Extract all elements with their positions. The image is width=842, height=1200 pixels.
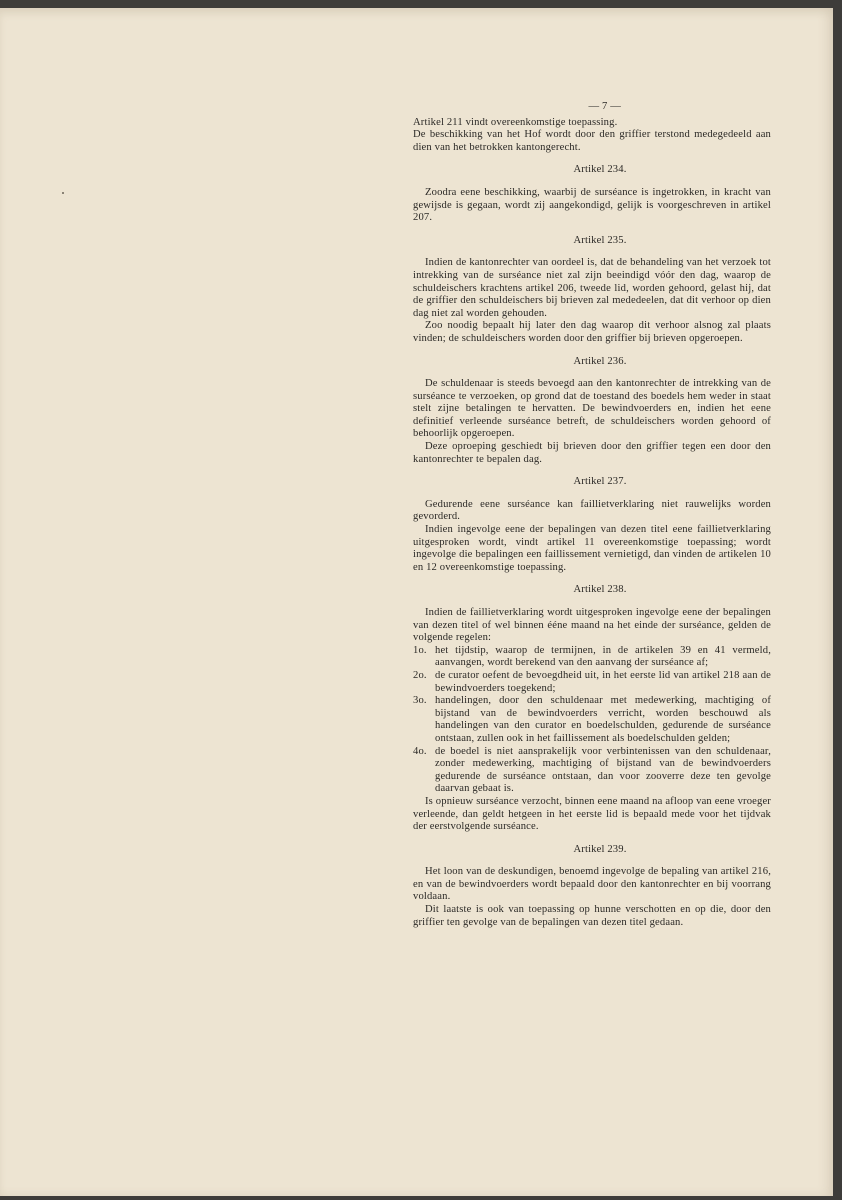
list-item — [413, 645, 771, 670]
paragraph: Zoodra eene beschikking, waarbij de surséance is ingetrokken, in kracht van gewijsde is gegaan, wordt zij aangekondigd, gelijk is voorgeschreven in artikel 207. — [413, 186, 771, 224]
list-item-text: handelingen, door den schuldenaar met medewerking, machtiging of bijstand van de bewindvoerders verricht, worden beschouwd als handelingen van den curator en boedelschulden, gedurende de surséance ontstaan, zullen ook in het faillissement als boedelschulden gelden; — [435, 695, 771, 744]
list-item-number: 3o. — [413, 695, 427, 707]
paragraph: De schuldenaar is steeds bevoegd aan den kantonrechter de intrekking van de surséance te verzoeken, op grond dat de toestand des boedels hem weder in staat stelt zijne betalingen te hervatten. De bewindvoerders en, indien het eene definitief verleende surséance betreft, de schuldeischers worden gehoord of behoorlijk opgeroepen. — [413, 378, 771, 440]
paper-speck — [62, 192, 64, 194]
article-heading: Artikel 238. — [573, 584, 627, 596]
list-item-text: de curator oefent de bevoegdheid uit, in het eerste lid van artikel 218 aan de bewindvoerders toegekend; — [435, 669, 771, 694]
document-page — [0, 8, 833, 1196]
paragraph: Indien de faillietverklaring wordt uitgesproken ingevolge eene der bepalingen van dezen titel of wel binnen ééne maand na het einde der surséance, gelden de volgende regelen: — [413, 607, 771, 644]
paragraph: Deze oproeping geschiedt bij brieven door den griffier tegen een door den kantonrechter te bepalen dag. — [413, 441, 771, 465]
list-item-text: het tijdstip, waarop de termijnen, in de artikelen 39 en 41 vermeld, aanvangen, wordt berekend van den aanvang der surséance af; — [435, 644, 771, 669]
paragraph: Het loon van de deskundigen, benoemd ingevolge de bepaling van artikel 216, en van de bewindvoerders wordt bepaald door den kantonrechter en bij voorrang voldaan. — [413, 866, 771, 903]
paragraph: Indien de kantonrechter van oordeel is, dat de behandeling van het verzoek tot intrekking van de surséance niet zal zijn beeindigd vóór den dag, waarop de schuldeischers krachtens artikel 206, tweede lid, worden gehoord, gelast hij, dat de griffier den schuldeischers bij brieven zal mededeelen, dat dit verhoor op dien dag niet zal worden gehouden. — [413, 257, 771, 319]
paragraph: Zoo noodig bepaalt hij later den dag waarop dit verhoor alsnog zal plaats vinden; de schuldeischers worden door den griffier bij brieven opgeroepen. — [413, 320, 771, 344]
list-item-text: de boedel is niet aansprakelijk voor verbintenissen van den schuldenaar, zonder medewerking, machtiging of bijstand van de bewindvoerders gedurende de surséance ontstaan, dan voor zooverre deze ten gevolge daarvan gebaat is. — [435, 745, 771, 795]
paragraph: Gedurende eene surséance kan faillietverklaring niet rauwelijks worden gevorderd. — [413, 498, 771, 523]
list-item — [413, 670, 771, 695]
list-item — [413, 695, 771, 745]
paragraph: Dit laatste is ook van toepassing op hunne verschotten en op die, door den griffier ten gevolge van de bepalingen van dezen titel gedaan. — [413, 904, 771, 928]
article-heading: Artikel 237. — [573, 476, 627, 488]
paragraph: Is opnieuw surséance verzocht, binnen eene maand na afloop van eene vroeger verleende, dan geldt hetgeen in het eerste lid is bepaald mede voor het tijdvak der eerstvolgende surséance. — [413, 795, 771, 833]
list-item — [413, 746, 771, 796]
paragraph: Artikel 211 vindt overeenkomstige toepassing. — [413, 116, 618, 128]
list-item-number: 2o. — [413, 669, 427, 681]
article-heading: Artikel 236. — [573, 355, 627, 367]
paragraph: De beschikking van het Hof wordt door den griffier terstond medegedeeld aan dien van het betrokken kantongerecht. — [413, 129, 771, 153]
page-number: — 7 — — [588, 101, 621, 112]
list-item-number: 4o. — [413, 745, 427, 757]
article-heading: Artikel 234. — [573, 164, 627, 176]
article-heading: Artikel 239. — [573, 843, 627, 855]
paragraph: Indien ingevolge eene der bepalingen van dezen titel eene faillietverklaring uitgesproken wordt, vindt artikel 11 overeenkomstige toepassing; wordt ingevolge die bepalingen een faillissement vernietigd, dan vinden de artikelen 10 en 12 overeenkomstige toepassing. — [413, 524, 771, 573]
list-item-number: 1o. — [413, 644, 427, 656]
article-heading: Artikel 235. — [573, 234, 627, 246]
text-column — [413, 101, 771, 929]
